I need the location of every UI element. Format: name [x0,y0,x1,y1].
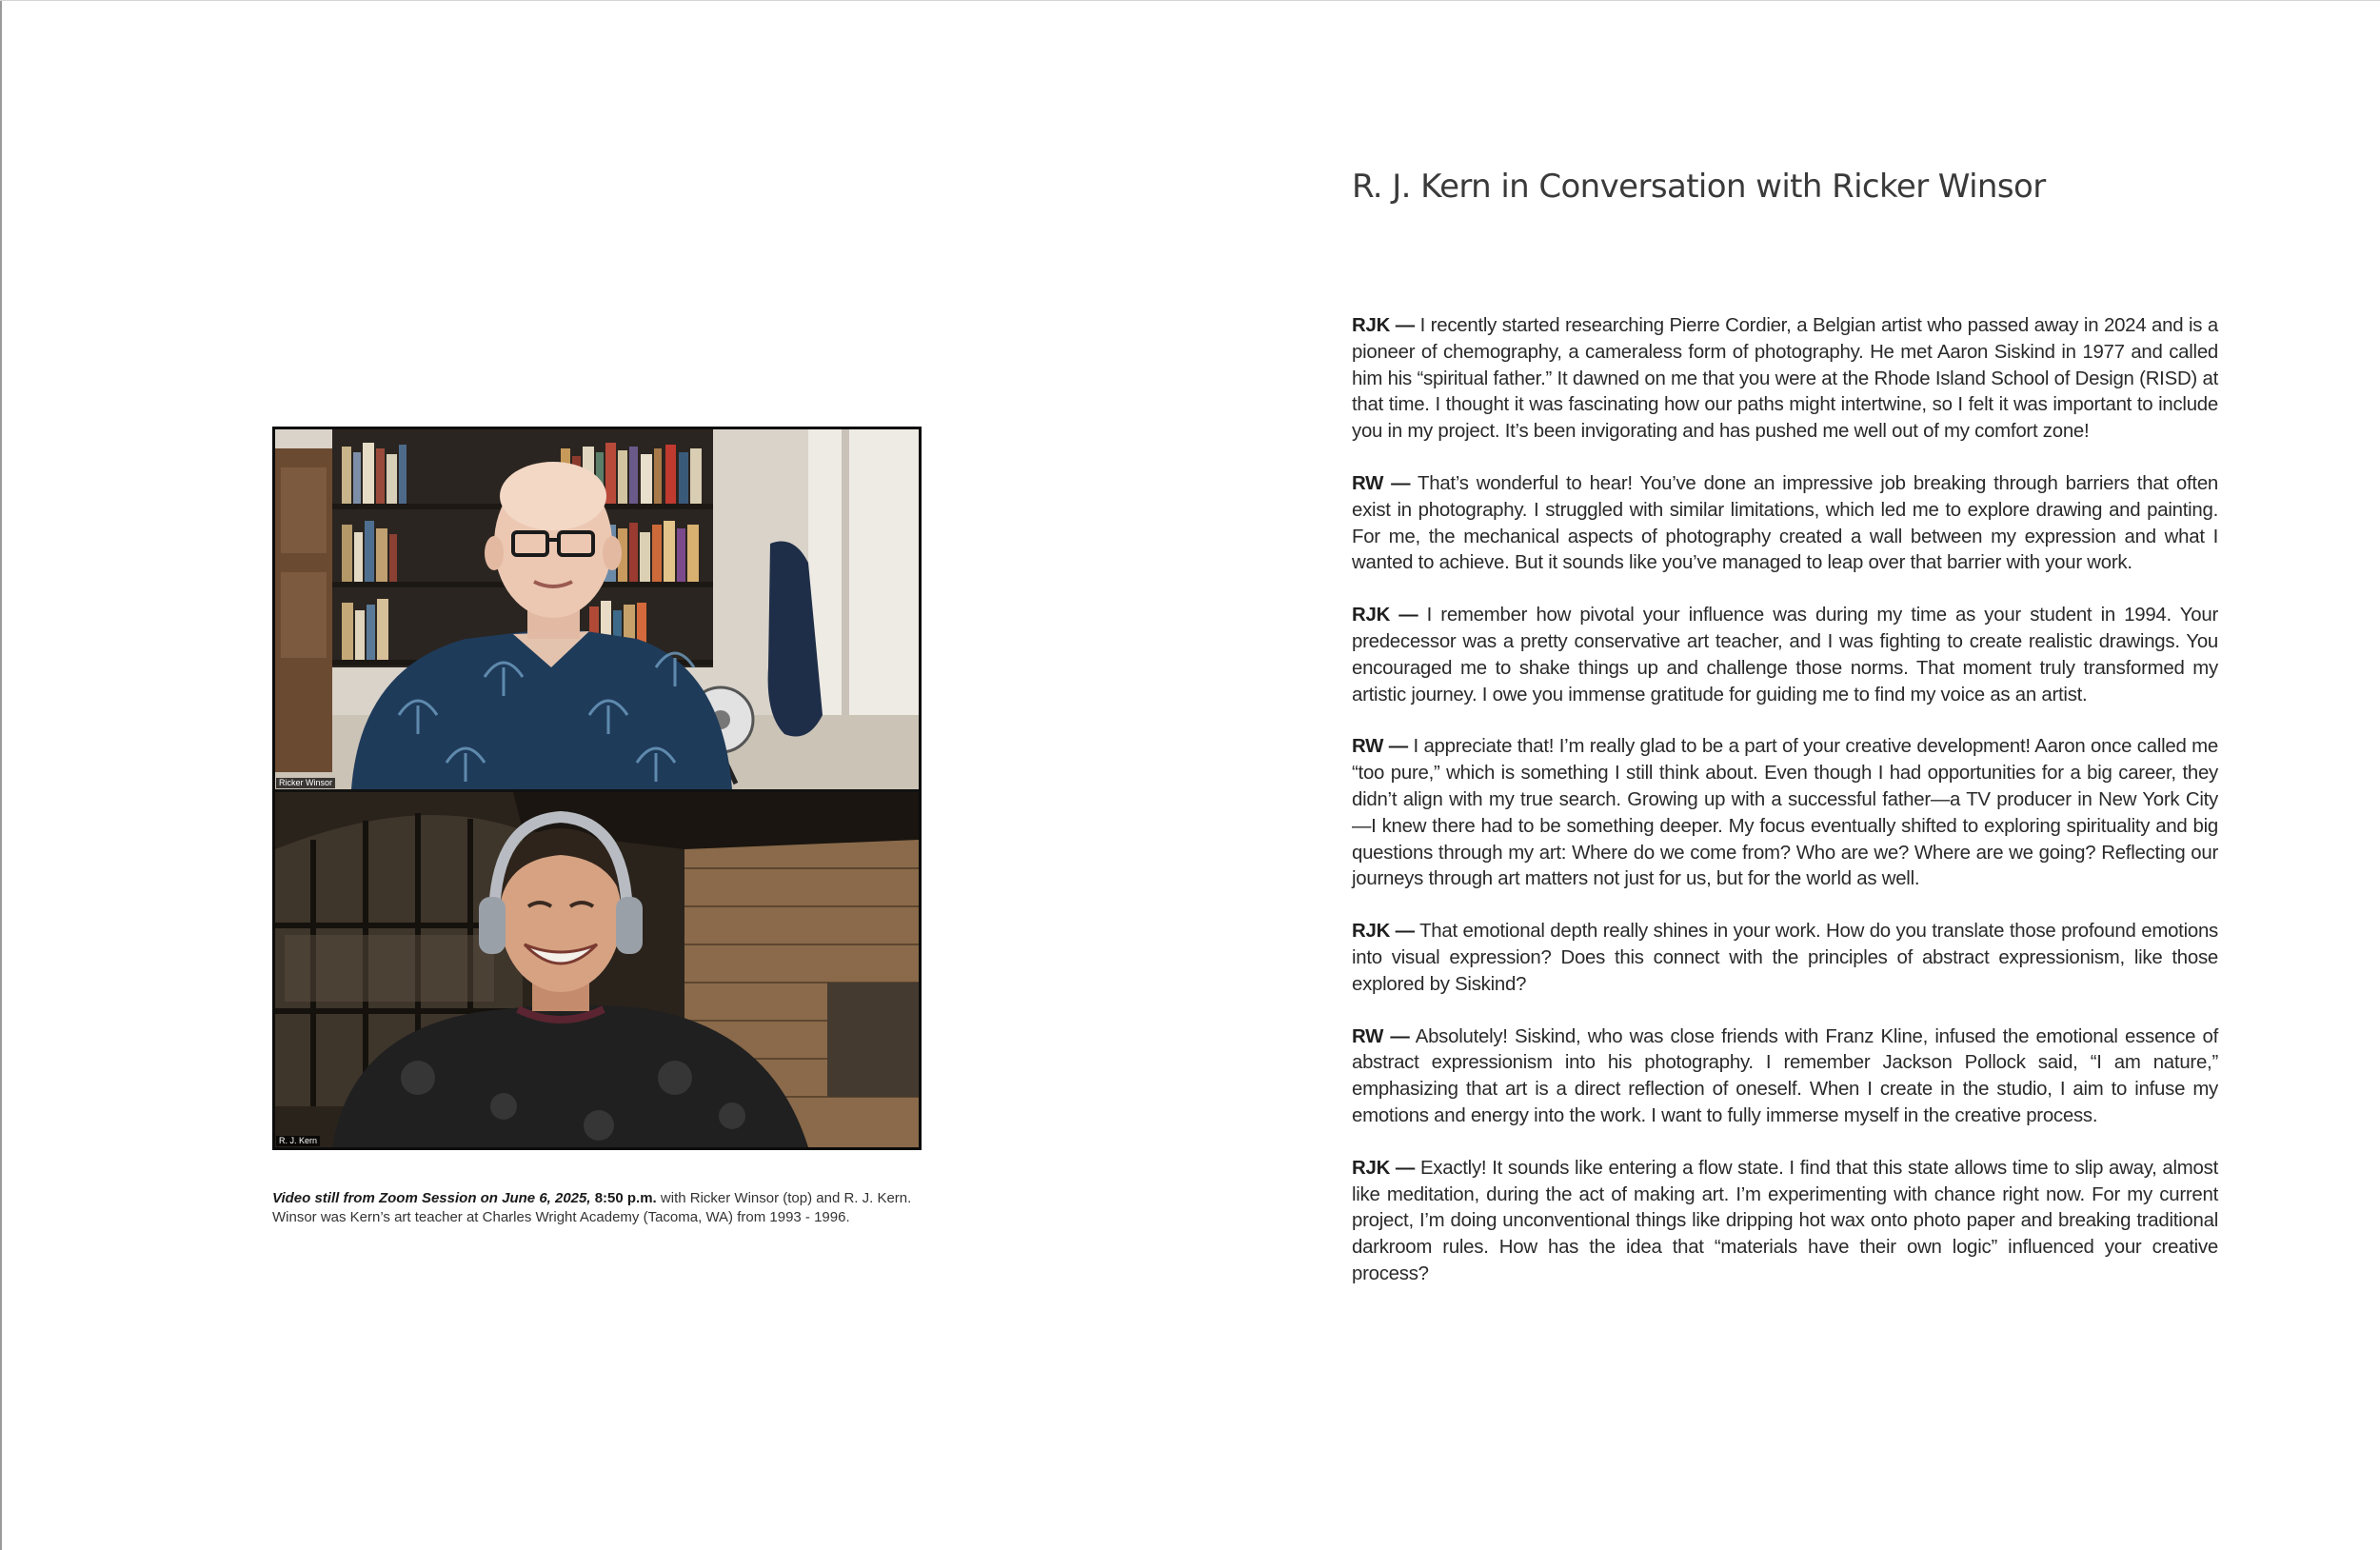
room-scene [275,792,919,1147]
caption-line-2: Winsor was Kern’s art teacher at Charles Wright Academy (Tacoma, WA) from 1993 - 1996. [272,1209,850,1225]
caption-lead: Video still from Zoom Session on June 6, 2025, [272,1190,591,1206]
dialogue-paragraph [1352,734,2218,893]
article-body [1352,313,2218,1314]
article-title: R. J. Kern in Conversation with Ricker Winsor [1352,168,2046,206]
speaker-label: RJK — [1352,921,1415,943]
page-top-edge [0,0,2380,1]
dialogue-paragraph [1352,313,2218,446]
video-tile-rj-kern [275,792,919,1147]
dialogue-paragraph [1352,1024,2218,1130]
caption-time: 8:50 p.m. [594,1190,657,1206]
video-still-image [272,427,922,1150]
speaker-label: RW — [1352,1025,1410,1047]
image-caption [272,1189,939,1227]
speaker-label: RW — [1352,472,1411,494]
dialogue-text: Absolutely! Siskind, who was close friends with Franz Kline, infused the emotional essence of abstract expressionism into his photography. I remember Jackson Pollock said, “I am nature,” emphasizing that art is a direct reflection of oneself. When I create in the studio, I aim to infuse my emotions and energy into the work. I want to fully immerse myself in the creative process. [1352,1025,2218,1126]
speaker-label: RJK — [1352,605,1418,626]
dialogue-text: Exactly! It sounds like entering a flow state. I find that this state allows time to slip away, almost like meditation, during the act of making art. I’m experimenting with chance right now. For my current project, I’m doing unconventional things like dripping hot wax onto photo paper and breaking traditional darkroom rules. How has the idea that “materials have their own logic” influenced your creative process? [1352,1157,2218,1284]
study-room-scene [275,429,919,789]
dialogue-text: That’s wonderful to hear! You’ve done an impressive job breaking through barriers that often exist in photography. I struggled with similar limitations, which led me to explore drawing and painting. For me, the mechanical aspects of photography created a wall between my expression and what I wanted to achieve. But it sounds like you’ve managed to leap over that barrier with your work. [1352,472,2218,574]
caption-rest: with Ricker Winsor (top) and R. J. Kern. [660,1190,912,1206]
dialogue-text: I appreciate that! I’m really glad to be a part of your creative development! Aaron once called me “too pure,” which is something I still think about. Even though I had opportunities for a big career, they didn’t align with my true search. Growing up with a successful father—a TV producer in New York City—I knew there had to be something deeper. My focus eventually shifted to exploring spirituality and big questions through my art: Where do we come from? Who are we? Where are we going? Reflecting our journeys through art matters not just for us, but for the world as well. [1352,736,2218,890]
dialogue-paragraph [1352,1156,2218,1288]
dialogue-text: I remember how pivotal your influence was during my time as your student in 1994. Your predecessor was a pretty conservative art teacher, and I was fighting to create realistic drawings. You encouraged me to shake things up and challenge those norms. That moment truly transformed my artistic journey. I owe you immense gratitude for guiding me to find my voice as an artist. [1352,605,2218,705]
speaker-label: RW — [1352,736,1408,758]
speaker-label: RJK — [1352,1157,1416,1179]
dialogue-paragraph [1352,919,2218,998]
dialogue-text: I recently started researching Pierre Cordier, a Belgian artist who passed away in 2024 and is a pioneer of chemography, a cameraless form of photography. He met Aaron Siskind in 1977 and called him his “spiritual father.” It dawned on me that you were at the Rhode Island School of Design (RISD) at that time. I thought it was fascinating how our paths might intertwine, so I felt it was important to include you in my project. It’s been invigorating and has pushed me well out of my comfort zone! [1352,315,2218,443]
dialogue-paragraph [1352,471,2218,577]
video-tile-ricker-winsor [275,429,919,789]
page-edge [0,0,2,1550]
dialogue-paragraph [1352,603,2218,708]
caption-line-1 [272,1189,939,1208]
speaker-label: RJK — [1352,315,1415,336]
participant-name-label: R. J. Kern [276,1136,320,1146]
dialogue-text: That emotional depth really shines in your work. How do you translate those profound emotions into visual expression? Does this connect with the principles of abstract expressionism, like those explored by Siskind? [1352,921,2218,995]
participant-name-label: Ricker Winsor [276,778,335,788]
